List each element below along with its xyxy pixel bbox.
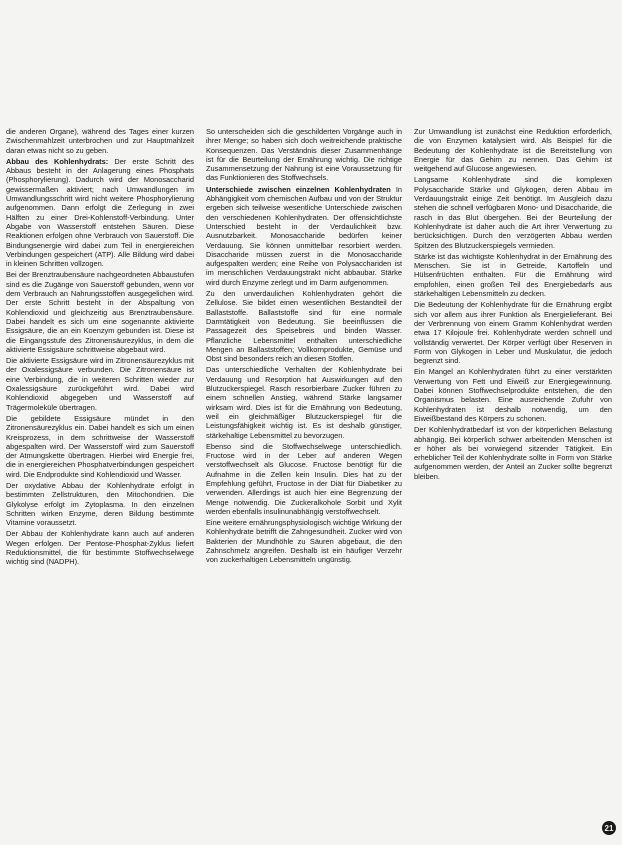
paragraph-text: Stärke ist das wichtigste Kohlenhydrat in der Ernährung des Menschen. Sie ist in Getreide, Kartoffeln und Hülsenfrüchten enthalten. Für die Ernährung wird empfohlen, einen großen Teil des Energiebedarfs aus stärkehaltigen Lebensmitteln zu decken. xyxy=(414,251,612,299)
paragraph xyxy=(6,157,194,269)
paragraph-text: Ebenso sind die Stoffwechselwege unterschiedlich. Fructose wird in der Leber auf anderen Wegen verstoffwechselt als Glucose. Fructose benötigt für die Aufnahme in die Zellen kein Insulin. Dies hat zu der Empfehlung geführt, Fructose in der Diät für Diabetiker zu verwenden. Allerdings ist auch hier eine Begrenzung der Menge notwendig. Die Zuckeralkohole Sorbit und Xylit werden ebenfalls insulinunabhängig verstoffwechselt. xyxy=(206,441,402,516)
paragraph-text: Die Bedeutung der Kohlenhydrate für die Ernährung ergibt sich vor allem aus ihrer Funktion als Energielieferant. Bei der Verbrennung von einem Gramm Kohlenhydrat werden etwa 17 Kilojoule frei. Kohlenhydrate werden schnell und vollständig verwertet. Der Körper verfügt über Reserven in Form von Glykogen in Leber und Muskulatur, die jedoch begrenzt sind. xyxy=(414,300,612,366)
paragraph-text: Eine weitere ernährungsphysiologisch wichtige Wirkung der Kohlenhydrate betrifft die Zahngesundheit. Zucker wird von Bakterien der Mundhöhle zu Säuren abgebaut, die den Zahnschmelz angreifen. Deshalb ist ein häufiger Verzehr von zuckerhaltigen Lebensmitteln ungünstig. xyxy=(206,518,402,565)
paragraph-text: Zu den unverdaulichen Kohlenhydraten gehört die Zellulose. Sie bildet einen wesentlichen Bestandteil der Ballaststoffe. Ballaststoffe sind für eine normale Darmtätigkeit von Bedeutung. Sie beeinflussen die Passagezeit des Speisebreis und binden Wasser. Pflanzliche Lebensmittel enthalten unterschiedliche Mengen an Ballaststoffen; Vollkornprodukte, Gemüse und Obst sind besonders reich an diesen Stoffen. xyxy=(206,289,402,364)
section-heading: Unterschiede zwischen einzelnen Kohlenhydraten xyxy=(206,184,391,194)
paragraph xyxy=(6,529,194,566)
paragraph xyxy=(414,252,612,298)
paragraph xyxy=(206,185,402,287)
paragraph-text: Ein Mangel an Kohlenhydraten führt zu einer verstärkten Verwertung von Fett und Eiweiß zur Energiegewinnung. Dabei können Stoffwechselprodukte entstehen, die den Organismus belasten. Eine ausreichende Zufuhr von Kohlenhydraten ist deshalb notwendig, um den Eiweißbestand des Körpers zu schonen. xyxy=(414,367,612,423)
paragraph xyxy=(6,356,194,412)
paragraph-text: Langsame Kohlenhydrate sind die komplexen Polysaccharide Stärke und Glykogen, deren Abbau im Verdauungstrakt einige Zeit benötigt. Im Ausgleich dazu stehen die schnell verfügbaren Mono- und Disaccharide, die rasch in das Blut übergehen. Bei der Beurteilung der Kohlenhydrate ist daher auch die Art ihrer Verwertung zu berücksichtigen. Durch den verzögerten Abbau werden Spitzen des Blutzuckerspiegels vermieden. xyxy=(414,175,612,250)
paragraph-text: Der Abbau der Kohlenhydrate kann auch auf anderen Wegen erfolgen. Der Pentose-Phosphat-Zyklus liefert Reduktionsmittel, die für bestimmte Stoffwechselwege wichtig sind (NADPH). xyxy=(6,529,194,567)
paragraph-text: So unterscheiden sich die geschilderten Vorgänge auch in ihrer Menge; so haben sich doch weitreichende praktische Konsequenzen. Das Verständnis dieser Zusammenhänge ist für die Beurteilung der Ernährung wichtig. Die richtige Zusammensetzung der Nahrung ist eine Voraussetzung für das Funktionieren des Stoffwechsels. xyxy=(206,127,402,183)
paragraph xyxy=(414,367,612,423)
text-column-3 xyxy=(414,127,612,843)
paragraph xyxy=(206,289,402,363)
paragraph xyxy=(414,425,612,481)
paragraph xyxy=(414,127,612,173)
paragraph-text: Das unterschiedliche Verhalten der Kohlenhydrate bei Verdauung und Resorption hat Auswirkungen auf den Blutzuckerspiegel. Rasch resorbierbare Zucker führen zu einem schnellen Anstieg, während Stärke langsamer wirksam wird. Dies ist für die Ernährung von Bedeutung, weil ein gleichmäßiger Blutzuckerspiegel für die Leistungsfähigkeit wichtig ist. Es ist deshalb günstiger, stärkehaltige Lebensmittel zu bevorzugen. xyxy=(206,365,402,440)
paragraph xyxy=(206,442,402,516)
paragraph-text: Die aktivierte Essigsäure wird im Zitronensäurezyklus mit der Oxalessigsäure verbunden. Die Zitronensäure ist eine Verbindung, die in weiteren Schritten wieder zur Oxalessigsäure zurückgeführt wird. Dabei wird Kohlendioxid abgegeben und Wasserstoff auf Trägermoleküle übertragen. xyxy=(6,356,194,412)
text-column-1 xyxy=(6,127,194,843)
paragraph xyxy=(414,175,612,249)
section-heading: Abbau des Kohlenhydrats: xyxy=(6,156,109,166)
paragraph xyxy=(414,300,612,365)
paragraph xyxy=(206,365,402,439)
paragraph xyxy=(206,127,402,183)
paragraph-text: In Abhängigkeit vom chemischen Aufbau und von der Struktur ergeben sich teilweise wesentliche Unterschiede zwischen den verschiedenen Kohlenhydraten. Der offensichtlichste Unterschied besteht in der Verdaulichkeit bzw. Ausnutzbarkeit. Monosaccharide bedürfen keiner Verdauung. Sie können unmittelbar resorbiert werden. Disaccharide müssen zuerst in die Monosaccharide aufgespalten werden; eine Reihe von Polysacchariden ist im menschlichen Verdauungstrakt nicht abbaubar. Stärke wird durch Enzyme zerlegt und im Darm aufgenommen. xyxy=(206,184,402,287)
paragraph xyxy=(206,518,402,564)
paragraph-text: Der oxydative Abbau der Kohlenhydrate erfolgt in bestimmten Zellstrukturen, den Mitochondrien. Die Glykolyse erfolgt im Zytoplasma. In den einzelnen Schritten wirken Enzyme, deren Bildung bestimmte Vitamine voraussetzt. xyxy=(6,480,194,528)
paragraph xyxy=(6,481,194,527)
text-column-2 xyxy=(206,127,402,843)
paragraph-text: die anderen Organe), während des Tages einer kurzen Zwischenmahlzeit unterbrochen und zur Hauptmahlzeit daran etwas nicht so zu geben. xyxy=(6,127,194,155)
paragraph xyxy=(6,127,194,155)
paragraph-text: Bei der Brenztraubensäure nachgeordneten Abbaustufen sind es die Zugänge von Sauerstoff gebunden, wenn vor dem Verbrauch an Nahrungsstoffen ausgegelichen wird. Der erste Schritt besteht in der Abspaltung von Kohlendioxid und gleichzeitig aus Brenztraubensäure. Dabei handelt es sich um eine sogenannte aktivierte Essigsäure, die an ein Koenzym gebunden ist. Diese ist die Eingangsstufe des Zitronensäurezyklus, in dem die aktivierte Essigsäure schrittweise abgebaut wird. xyxy=(6,270,194,354)
paragraph xyxy=(6,270,194,354)
paragraph xyxy=(6,414,194,479)
paragraph-text: Der Kohlenhydratbedarf ist von der körperlichen Belastung abhängig. Bei körperlich schwer arbeitenden Menschen ist er höher als bei vorwiegend sitzender Tätigkeit. Ein erheblicher Teil der Kohlenhydrate sollte in Form von Stärke aufgenommen werden, der Anteil an Zucker sollte begrenzt bleiben. xyxy=(414,425,612,481)
paragraph-text: Die gebildete Essigsäure mündet in den Zitronensäurezyklus ein. Dabei handelt es sich um einen Kreisprozess, in dem schrittweise der Wasserstoff abgespalten wird. Der Wasserstoff wird zum Sauerstoff der Atmungskette übertragen. Hierbei wird Energie frei, die in energiereichen Phosphatverbindungen gespeichert wird. Die Endprodukte sind Kohlendioxid und Wasser. xyxy=(6,413,194,479)
page-number: 21 xyxy=(602,821,616,835)
paragraph-text: Der erste Schritt des Abbaus besteht in der Anlagerung eines Phosphats (Phosphorylierung). Dadurch wird der Monosaccharid gewissermaßen aktiviert; nach Umwandlungen im Umwandlungsschritt wird nicht weitere Phosphorylierung aufgenommen. Dann erfolgt die Zerlegung in zwei Hälften zu einer Drei-Kohlenstoff-Verbindung. Unter Abgabe von Wasserstoff entstehen Säuren. Diese Reaktionen erfolgen ohne Verbrauch von Sauerstoff. Die Bindungsenergie wird dabei zum Teil in energiereichen Verbindungen gespeichert (ATP). Alle Bildung wird dabei in kleinen Schritten vollzogen. xyxy=(6,156,194,269)
paragraph-text: Zur Umwandlung ist zunächst eine Reduktion erforderlich, die von Enzymen katalysiert wird. Als Beispiel für die Bedeutung der Kohlenhydrate ist die Bereitstellung von Energie für das Gehirn zu nennen. Das Gehirn ist weitgehend auf Glucose angewiesen. xyxy=(414,127,612,174)
